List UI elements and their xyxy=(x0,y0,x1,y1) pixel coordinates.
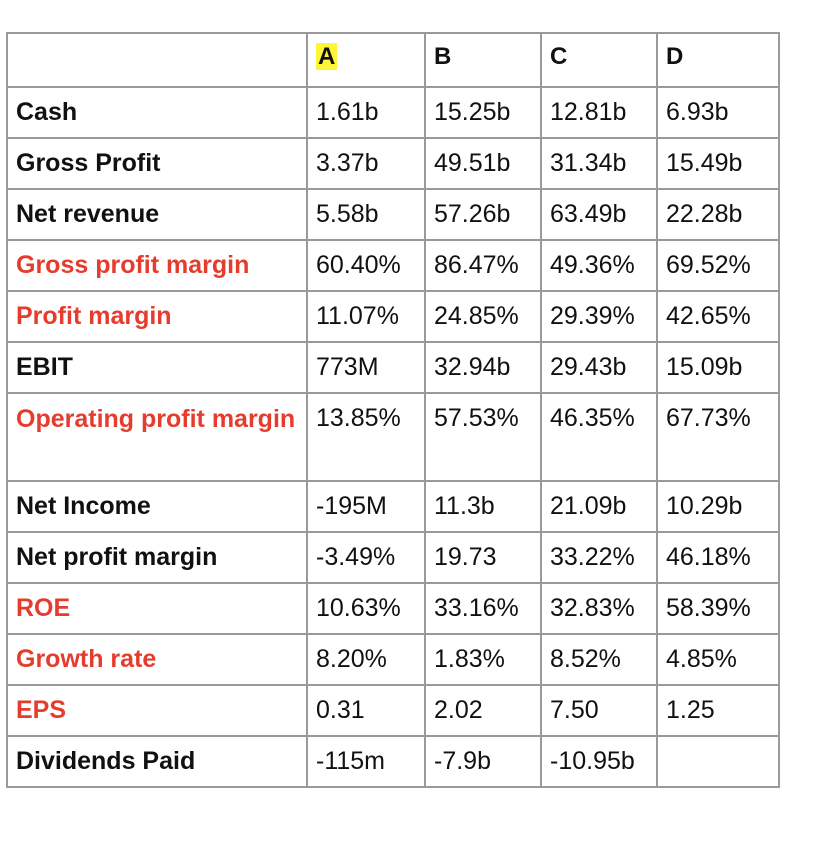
table-cell: 1.25 xyxy=(657,685,779,736)
row-label: EBIT xyxy=(7,342,307,393)
table-cell: 22.28b xyxy=(657,189,779,240)
row-label: Net revenue xyxy=(7,189,307,240)
table-cell: 8.52% xyxy=(541,634,657,685)
table-cell: 46.35% xyxy=(541,393,657,481)
table-cell: 67.73% xyxy=(657,393,779,481)
table-cell: 86.47% xyxy=(425,240,541,291)
header-label-highlighted: A xyxy=(318,43,336,70)
table-row xyxy=(7,240,779,291)
table-row xyxy=(7,189,779,240)
table-cell: 1.61b xyxy=(307,87,425,138)
table-row xyxy=(7,532,779,583)
table-cell: 15.49b xyxy=(657,138,779,189)
table-row xyxy=(7,138,779,189)
header-cell: C xyxy=(541,33,657,87)
table-cell: 773M xyxy=(307,342,425,393)
row-label: Gross Profit xyxy=(7,138,307,189)
table-cell: 15.09b xyxy=(657,342,779,393)
header-empty-cell xyxy=(7,33,307,87)
row-label: Operating profit margin xyxy=(7,393,307,481)
row-label: Net Income xyxy=(7,481,307,532)
table-cell: 0.31 xyxy=(307,685,425,736)
table-cell: -10.95b xyxy=(541,736,657,787)
table-cell: 33.16% xyxy=(425,583,541,634)
table-cell: 69.52% xyxy=(657,240,779,291)
table-cell: 19.73 xyxy=(425,532,541,583)
table-row xyxy=(7,291,779,342)
table-row xyxy=(7,583,779,634)
row-label: EPS xyxy=(7,685,307,736)
row-label: Profit margin xyxy=(7,291,307,342)
table-row xyxy=(7,87,779,138)
financial-comparison-table xyxy=(6,32,780,788)
table-cell: 5.58b xyxy=(307,189,425,240)
header-cell: D xyxy=(657,33,779,87)
table-row xyxy=(7,685,779,736)
table-row xyxy=(7,481,779,532)
table-cell: 2.02 xyxy=(425,685,541,736)
table-cell: 57.26b xyxy=(425,189,541,240)
table-cell: 8.20% xyxy=(307,634,425,685)
table-cell: 1.83% xyxy=(425,634,541,685)
row-label: Cash xyxy=(7,87,307,138)
table-cell: 11.07% xyxy=(307,291,425,342)
table-cell: 24.85% xyxy=(425,291,541,342)
table-cell: -7.9b xyxy=(425,736,541,787)
table-cell: 60.40% xyxy=(307,240,425,291)
table-row xyxy=(7,634,779,685)
row-label: Gross profit margin xyxy=(7,240,307,291)
table-cell: -195M xyxy=(307,481,425,532)
table-cell: 12.81b xyxy=(541,87,657,138)
table-cell: 29.39% xyxy=(541,291,657,342)
table-cell: 32.83% xyxy=(541,583,657,634)
table-cell: 11.3b xyxy=(425,481,541,532)
table-cell: 6.93b xyxy=(657,87,779,138)
table-cell: 32.94b xyxy=(425,342,541,393)
table-cell: 42.65% xyxy=(657,291,779,342)
table-row xyxy=(7,342,779,393)
row-label: ROE xyxy=(7,583,307,634)
table-cell: 13.85% xyxy=(307,393,425,481)
table-cell: 7.50 xyxy=(541,685,657,736)
table-cell: 57.53% xyxy=(425,393,541,481)
table-cell: -3.49% xyxy=(307,532,425,583)
table-cell: 29.43b xyxy=(541,342,657,393)
header-cell xyxy=(307,33,425,87)
table-row xyxy=(7,736,779,787)
table-cell: -115m xyxy=(307,736,425,787)
table-cell: 10.29b xyxy=(657,481,779,532)
row-label: Net profit margin xyxy=(7,532,307,583)
table-cell: 10.63% xyxy=(307,583,425,634)
table-cell: 4.85% xyxy=(657,634,779,685)
table-cell: 31.34b xyxy=(541,138,657,189)
table-cell: 49.36% xyxy=(541,240,657,291)
row-label: Dividends Paid xyxy=(7,736,307,787)
table-cell: 58.39% xyxy=(657,583,779,634)
table-cell xyxy=(657,736,779,787)
header-cell: B xyxy=(425,33,541,87)
table-cell: 21.09b xyxy=(541,481,657,532)
header-row xyxy=(7,33,779,87)
table-cell: 3.37b xyxy=(307,138,425,189)
table-row xyxy=(7,393,779,481)
row-label: Growth rate xyxy=(7,634,307,685)
table-cell: 33.22% xyxy=(541,532,657,583)
table-cell: 46.18% xyxy=(657,532,779,583)
table-cell: 49.51b xyxy=(425,138,541,189)
table-cell: 15.25b xyxy=(425,87,541,138)
table-cell: 63.49b xyxy=(541,189,657,240)
